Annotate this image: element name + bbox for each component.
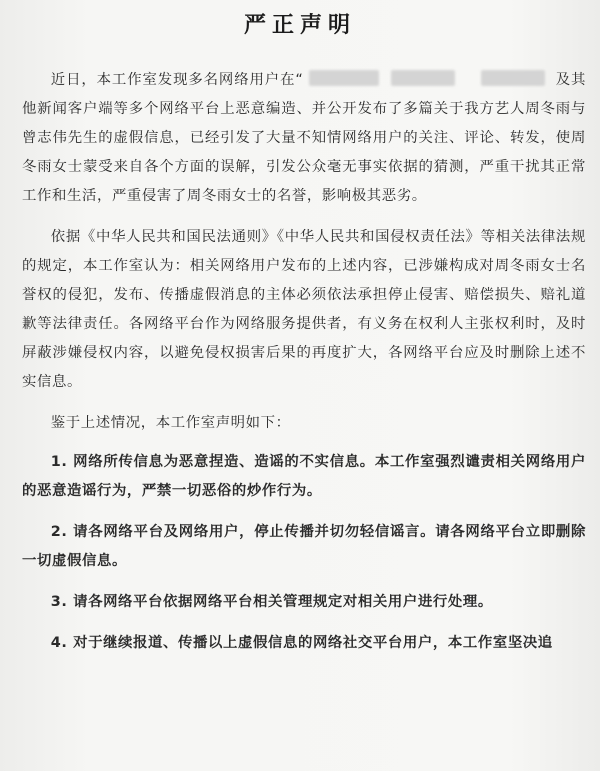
intro-text-rest: 及其他新闻客户端等多个网络平台上恶意编造、并公开发布了多篇关于我方艺人周冬雨与曾志伟先生的虚假信息，已经引发了大量不知情网络用户的关注、评论、转发，使周冬雨女士蒙受来自各个方面的误解，引发公众毫无事实依据的猜测，严重干扰其正常工作和生活，严重侵害了周冬雨女士的名誉，影响极其恶劣。 [22, 72, 586, 204]
redacted-platform-name-2 [391, 70, 455, 86]
intro-text-start: 近日，本工作室发现多名网络用户在“ [50, 72, 304, 88]
redacted-platform-name-3 [481, 70, 545, 86]
statement-item-1: 1. 网络所传信息为恶意捏造、造谣的不实信息。本工作室强烈谴责相关网络用户的恶意造谣行为，严禁一切恶俗的炒作行为。 [22, 454, 586, 499]
statement-item-3: 3. 请各网络平台依据网络平台相关管理规定对相关用户进行处理。 [50, 594, 493, 610]
statement-intro: 鉴于上述情况，本工作室声明如下： [50, 415, 291, 431]
legal-basis-paragraph: 依据《中华人民共和国民法通则》《中华人民共和国侵权责任法》等相关法律法规的规定，本工作室认为：相关网络用户发布的上述内容，已涉嫌构成对周冬雨女士名誉权的侵犯，发布、传播虚假消息的主体必须依法承担停止侵害、赔偿损失、赔礼道歉等法律责任。各网络平台作为网络服务提供者，有义务在权利人主张权利时，及时屏蔽涉嫌侵权内容，以避免侵权损害后果的再度扩大，各网络平台应及时删除上述不实信息。 [22, 229, 586, 390]
document-body [22, 66, 586, 658]
redacted-platform-name-1 [309, 70, 379, 86]
statement-item-4: 4. 对于继续报道、传播以上虚假信息的网络社交平台用户，本工作室坚决追 [50, 635, 553, 651]
statement-item-2: 2. 请各网络平台及网络用户，停止传播并切勿轻信谣言。请各网络平台立即删除一切虚假信息。 [22, 524, 586, 569]
intro-paragraph [22, 66, 586, 211]
document-title: 严正声明 [243, 12, 356, 38]
